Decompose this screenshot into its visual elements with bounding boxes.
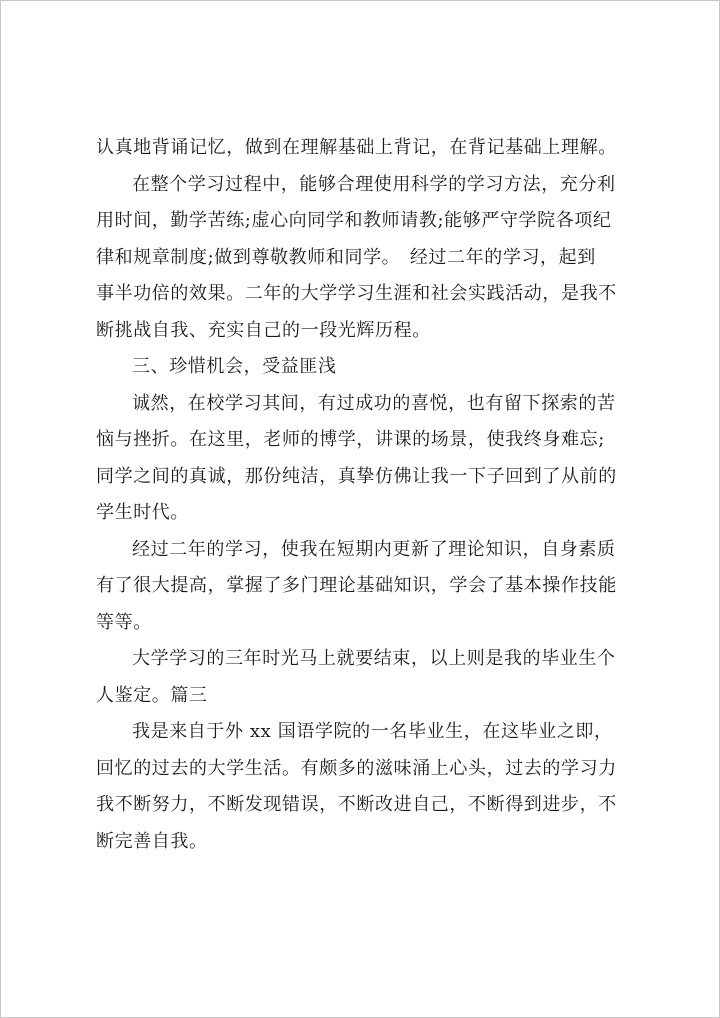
section-heading: 三、珍惜机会，受益匪浅 xyxy=(132,356,337,377)
text-line: 人鉴定。篇三 xyxy=(96,684,208,706)
paragraph-start-line: 在整个学习过程中，能够合理使用科学的学习方法，充分利 xyxy=(132,173,616,195)
paragraph-start-line: 经过二年的学习，使我在短期内更新了理论知识，自身素质 xyxy=(132,538,616,560)
text-line: 认真地背诵记忆，做到在理解基础上背记，在背记基础上理解。 xyxy=(96,137,617,158)
paragraph-start-line: 我是来自于外 xx 国语学院的一名毕业生，在这毕业之即， xyxy=(132,721,613,742)
text-line: 事半功倍的效果。二年的大学学习生涯和社会实践活动，是我不 xyxy=(96,283,617,304)
document-body xyxy=(96,130,641,860)
text-line: 用时间，勤学苦练;虚心向同学和教师请教;能够严守学院各项纪 xyxy=(96,210,612,231)
text-line: 有了很大提高，掌握了多门理论基础知识，学会了基本操作技能 xyxy=(96,575,617,596)
text-line: 同学之间的真诚，那份纯洁，真挚仿佛让我一下子回到了从前的 xyxy=(96,465,617,487)
text-line: 恼与挫折。在这里，老师的博学，讲课的场景，使我终身难忘; xyxy=(96,429,605,450)
text-line: 断完善自我。 xyxy=(96,830,208,852)
paragraph-start-line: 诚然，在校学习其间，有过成功的喜悦，也有留下探索的苦 xyxy=(132,392,616,414)
paragraph-start-line: 大学学习的三年时光马上就要结束，以上则是我的毕业生个 xyxy=(132,648,616,669)
text-line: 学生时代。 xyxy=(96,502,189,523)
text-line: 我不断努力，不断发现错误，不断改进自己，不断得到进步，不 xyxy=(96,794,617,815)
text-line: 回忆的过去的大学生活。有颇多的滋味涌上心头，过去的学习力 xyxy=(96,757,617,779)
text-line: 律和规章制度;做到尊敬教师和同学。 经过二年的学习，起到 xyxy=(96,246,596,268)
text-line: 等等。 xyxy=(96,611,152,633)
text-line: 断挑战自我、充实自己的一段光辉历程。 xyxy=(96,319,431,341)
